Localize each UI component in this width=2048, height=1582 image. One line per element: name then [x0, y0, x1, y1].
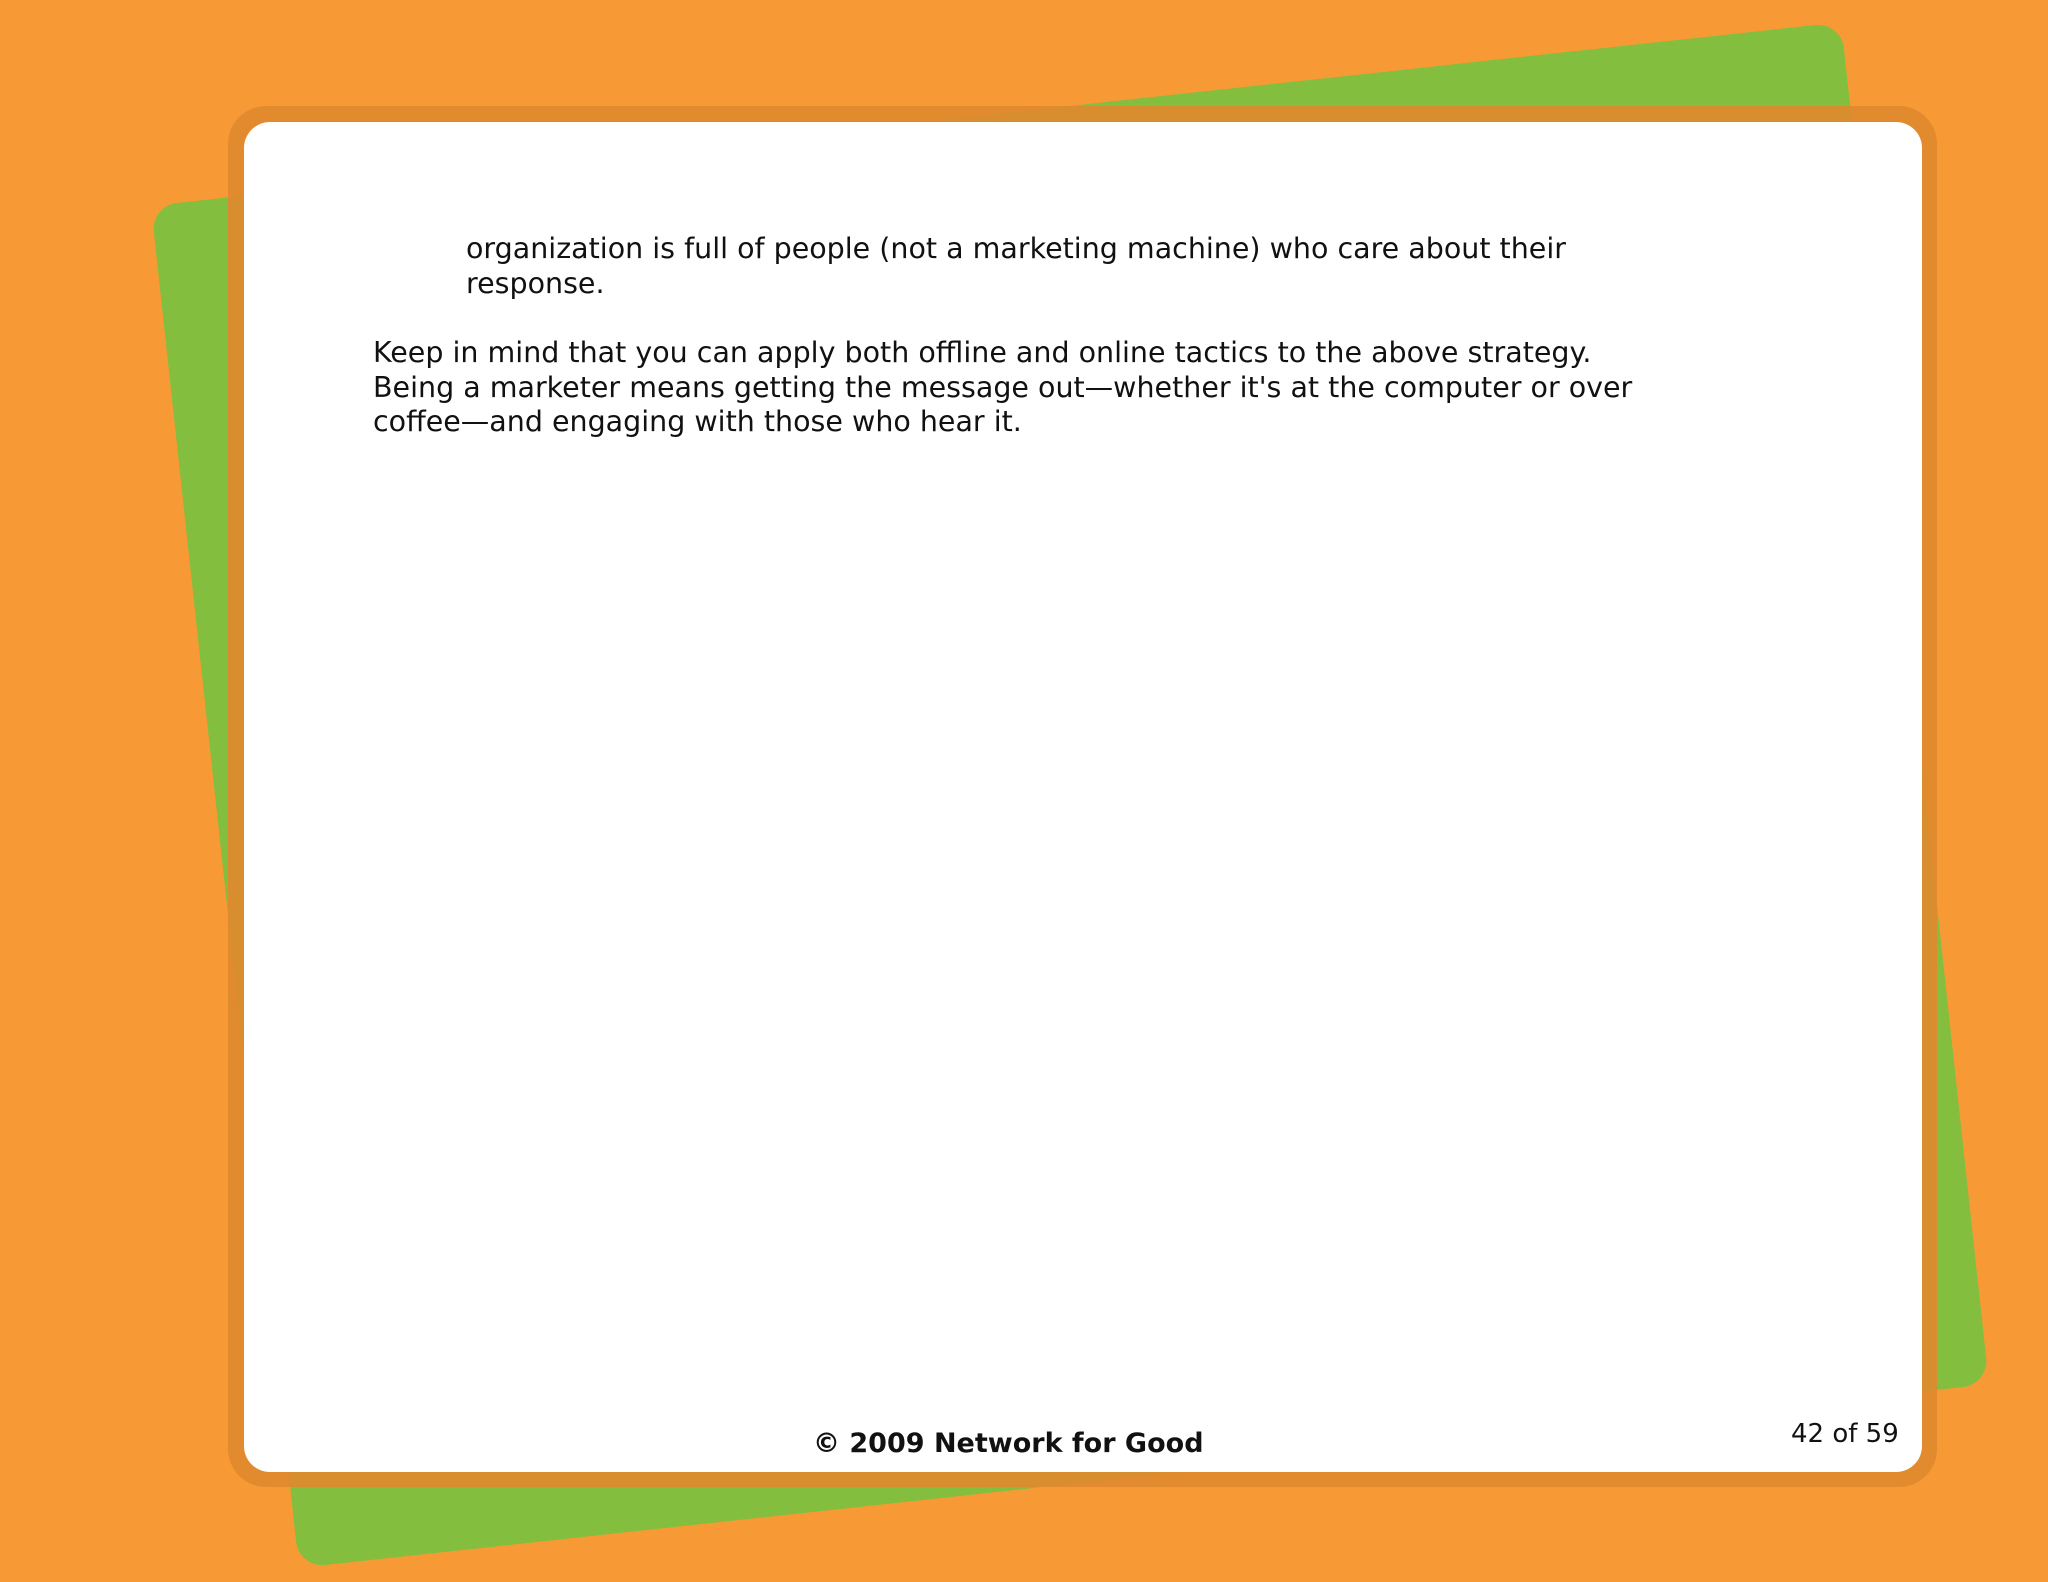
text-line: coffee—and engaging with those who hear it.	[373, 405, 1022, 438]
continued-paragraph	[466, 232, 1566, 301]
document-page	[244, 122, 1922, 1472]
text-line: response.	[466, 266, 605, 300]
copyright-text: © 2009 Network for Good	[813, 1428, 1204, 1459]
body-paragraph	[373, 336, 1632, 440]
text-line: organization is full of people (not a marketing machine) who care about their	[466, 232, 1566, 265]
text-line: Keep in mind that you can apply both offline and online tactics to the above strategy.	[373, 336, 1592, 369]
text-line: Being a marketer means getting the message out—whether it's at the computer or over	[373, 370, 1633, 404]
page-number: 42 of 59	[1791, 1419, 1899, 1449]
